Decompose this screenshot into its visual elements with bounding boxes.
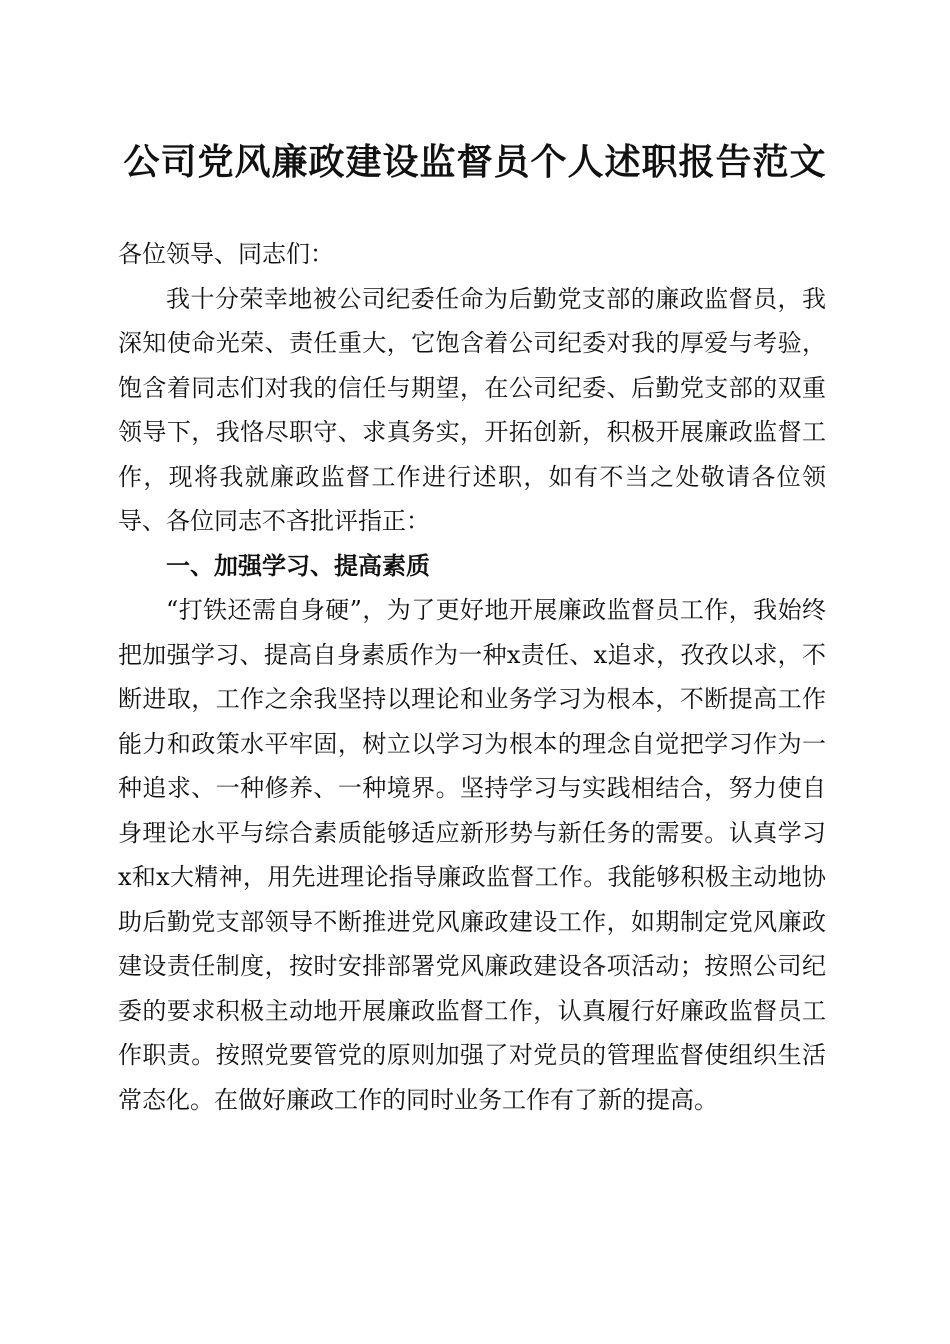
document-title: 公司党风廉政建设监督员个人述职报告范文 [123,141,827,183]
intro-paragraph: 我十分荣幸地被公司纪委任命为后勤党支部的廉政监督员，我深知使命光荣、责任重大，它饱含着公司纪委对我的厚爱与考验，饱含着同志们对我的信任与期望，在公司纪委、后勤党支部的双重领导下，我恪尽职守、求真务实，开拓创新，积极开展廉政监督工作，现将我就廉政监督工作进行述职，如有不当之处敬请各位领导、各位同志不吝批评指正： [118,284,826,535]
salutation: 各位领导、同志们： [118,240,334,268]
section-heading: 一、加强学习、提高素质 [166,551,430,580]
document-body [118,232,826,1122]
section-paragraph: “打铁还需自身硬”，为了更好地开展廉政监督员工作，我始终把加强学习、提高自身素质作为一种x责任、x追求，孜孜以求，不断进取，工作之余我坚持以理论和业务学习为根本，不断提高工作能力和政策水平牢固，树立以学习为根本的理念自觉把学习作为一种追求、一种修养、一种境界。坚持学习与实践相结合，努力使自身理论水平与综合素质能够适应新形势与新任务的需要。认真学习x和x大精神，用先进理论指导廉政监督工作。我能够积极主动地协助后勤党支部领导不断推进党风廉政建设工作，如期制定党风廉政建设责任制度，按时安排部署党风廉政建设各项活动；按照公司纪委的要求积极主动地开展廉政监督工作，认真履行好廉政监督员工作职责。按照党要管党的原则加强了对党员的管理监督使组织生活常态化。在做好廉政工作的同时业务工作有了新的提高。 [118,596,826,1114]
